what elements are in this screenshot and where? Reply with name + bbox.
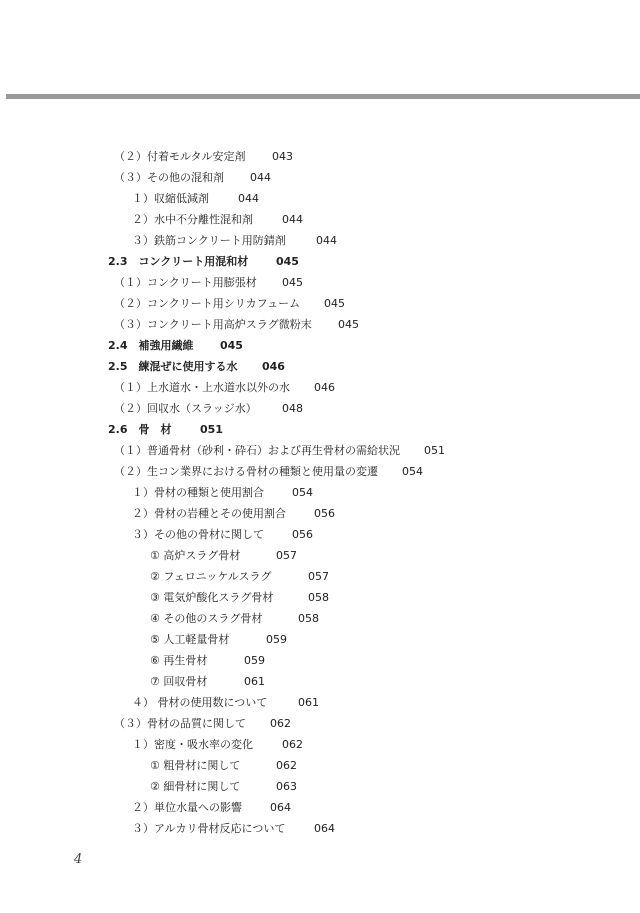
toc-entry-page: 062: [276, 759, 297, 772]
toc-entry-label: １）収縮低減剤: [132, 192, 209, 205]
toc-entry-label: ④ その他のスラグ骨材: [150, 612, 263, 625]
toc-entry[interactable]: [114, 442, 445, 460]
toc-entry-label: （２）コンクリート用シリカフューム: [114, 297, 301, 310]
toc-entry-label: ⑦ 回収骨材: [150, 675, 208, 688]
toc-entry-page: 056: [314, 507, 335, 520]
toc-entry-label: 2.6 骨 材: [108, 423, 172, 436]
toc-entry-page: 057: [276, 549, 297, 562]
toc-entry-page: 044: [316, 234, 337, 247]
toc-entry-page: 058: [308, 591, 329, 604]
toc-entry[interactable]: [150, 778, 297, 796]
toc-entry[interactable]: [132, 526, 313, 544]
toc-entry-label: ４） 骨材の使用数について: [132, 696, 268, 709]
toc-entry[interactable]: [132, 211, 303, 229]
toc-entry-label: （１）コンクリート用膨張材: [114, 276, 257, 289]
toc-entry-label: （１）普通骨材（砂利・砕石）および再生骨材の需給状況: [114, 444, 400, 457]
toc-section-heading[interactable]: [108, 253, 299, 271]
toc-entry-page: 046: [262, 360, 285, 373]
toc-entry-page: 048: [282, 402, 303, 415]
toc-entry-page: 043: [272, 150, 293, 163]
toc-entry-page: 054: [402, 465, 423, 478]
toc-entry[interactable]: [150, 673, 265, 691]
toc-entry[interactable]: [114, 400, 303, 418]
toc-entry-label: ① 高炉スラグ骨材: [150, 549, 241, 562]
toc-entry-page: 051: [424, 444, 445, 457]
toc-entry-page: 062: [282, 738, 303, 751]
toc-entry-page: 059: [244, 654, 265, 667]
toc-entry-label: （２）回収水（スラッジ水）: [114, 402, 257, 415]
toc-entry-page: 045: [220, 339, 243, 352]
toc-entry[interactable]: [132, 190, 259, 208]
toc-section-heading[interactable]: [108, 337, 243, 355]
toc-entry-label: （２）付着モルタル安定剤: [114, 150, 246, 163]
toc-entry-label: ② 細骨材に関して: [150, 780, 241, 793]
toc-entry-page: 059: [266, 633, 287, 646]
toc-entry[interactable]: [150, 568, 329, 586]
toc-entry[interactable]: [132, 820, 335, 838]
toc-entry-label: ２）単位水量への影響: [132, 801, 242, 814]
toc-entry-page: 058: [298, 612, 319, 625]
toc-entry[interactable]: [132, 694, 319, 712]
toc-entry-label: １）骨材の種類と使用割合: [132, 486, 264, 499]
toc-entry-label: ⑤ 人工軽量骨材: [150, 633, 230, 646]
toc-entry-label: 2.4 補強用繊維: [108, 339, 194, 352]
toc-entry-page: 054: [292, 486, 313, 499]
toc-entry-page: 064: [314, 822, 335, 835]
toc-entry-page: 046: [314, 381, 335, 394]
toc-entry-label: ３）アルカリ骨材反応について: [132, 822, 286, 835]
toc-entry-page: 045: [276, 255, 299, 268]
toc-entry[interactable]: [114, 715, 291, 733]
toc-entry[interactable]: [114, 169, 271, 187]
toc-entry[interactable]: [150, 757, 297, 775]
toc-entry-label: １）密度・吸水率の変化: [132, 738, 253, 751]
toc-entry-label: （２）生コン業界における骨材の種類と使用量の変遷: [114, 465, 378, 478]
toc-entry-label: （１）上水道水・上水道水以外の水: [114, 381, 290, 394]
toc-entry-label: ２）骨材の岩種とその使用割合: [132, 507, 286, 520]
toc-entry-label: （３）コンクリート用高炉スラグ微粉末: [114, 318, 312, 331]
toc-entry[interactable]: [114, 274, 303, 292]
toc-entry[interactable]: [132, 484, 313, 502]
toc-entry-label: 2.5 練混ぜに使用する水: [108, 360, 238, 373]
toc-entry-label: ２）水中不分離性混和剤: [132, 213, 253, 226]
page-number: 4: [74, 852, 83, 867]
toc-entry[interactable]: [132, 799, 291, 817]
toc-entry[interactable]: [150, 610, 319, 628]
toc-entry-page: 045: [338, 318, 359, 331]
toc-entry-page: 064: [270, 801, 291, 814]
toc-section-heading[interactable]: [108, 358, 285, 376]
toc-entry-label: ② フェロニッケルスラグ: [150, 570, 272, 583]
toc-entry[interactable]: [150, 589, 329, 607]
toc-entry-page: 045: [282, 276, 303, 289]
toc-entry[interactable]: [132, 505, 335, 523]
toc-entry-label: ③ 電気炉酸化スラグ骨材: [150, 591, 274, 604]
toc-entry-page: 061: [244, 675, 265, 688]
toc-entry-label: ３）その他の骨材に関して: [132, 528, 264, 541]
toc-entry[interactable]: [114, 148, 293, 166]
toc-section-heading[interactable]: [108, 421, 223, 439]
toc-entry[interactable]: [150, 547, 297, 565]
toc-entry-label: ３）鉄筋コンクリート用防錆剤: [132, 234, 286, 247]
toc-entry-page: 063: [276, 780, 297, 793]
toc-entry-page: 044: [250, 171, 271, 184]
toc-entry-page: 044: [282, 213, 303, 226]
toc-entry-page: 057: [308, 570, 329, 583]
toc-entry-label: ① 粗骨材に関して: [150, 759, 241, 772]
toc-entry-label: 2.3 コンクリート用混和材: [108, 255, 249, 268]
toc-entry[interactable]: [114, 379, 335, 397]
toc-entry[interactable]: [150, 652, 265, 670]
toc-entry[interactable]: [114, 316, 359, 334]
toc-entry-label: （３）骨材の品質に関して: [114, 717, 246, 730]
toc-entry[interactable]: [150, 631, 287, 649]
toc-entry-label: ⑥ 再生骨材: [150, 654, 208, 667]
toc-entry-page: 062: [270, 717, 291, 730]
toc-entry-page: 044: [238, 192, 259, 205]
toc-entry[interactable]: [114, 295, 345, 313]
toc-entry-label: （３）その他の混和剤: [114, 171, 224, 184]
toc-entry[interactable]: [132, 232, 337, 250]
toc-entry-page: 051: [200, 423, 223, 436]
toc-entry-page: 056: [292, 528, 313, 541]
toc-entry[interactable]: [114, 463, 423, 481]
toc-entry-page: 061: [298, 696, 319, 709]
toc-entry-page: 045: [324, 297, 345, 310]
toc-entry[interactable]: [132, 736, 303, 754]
